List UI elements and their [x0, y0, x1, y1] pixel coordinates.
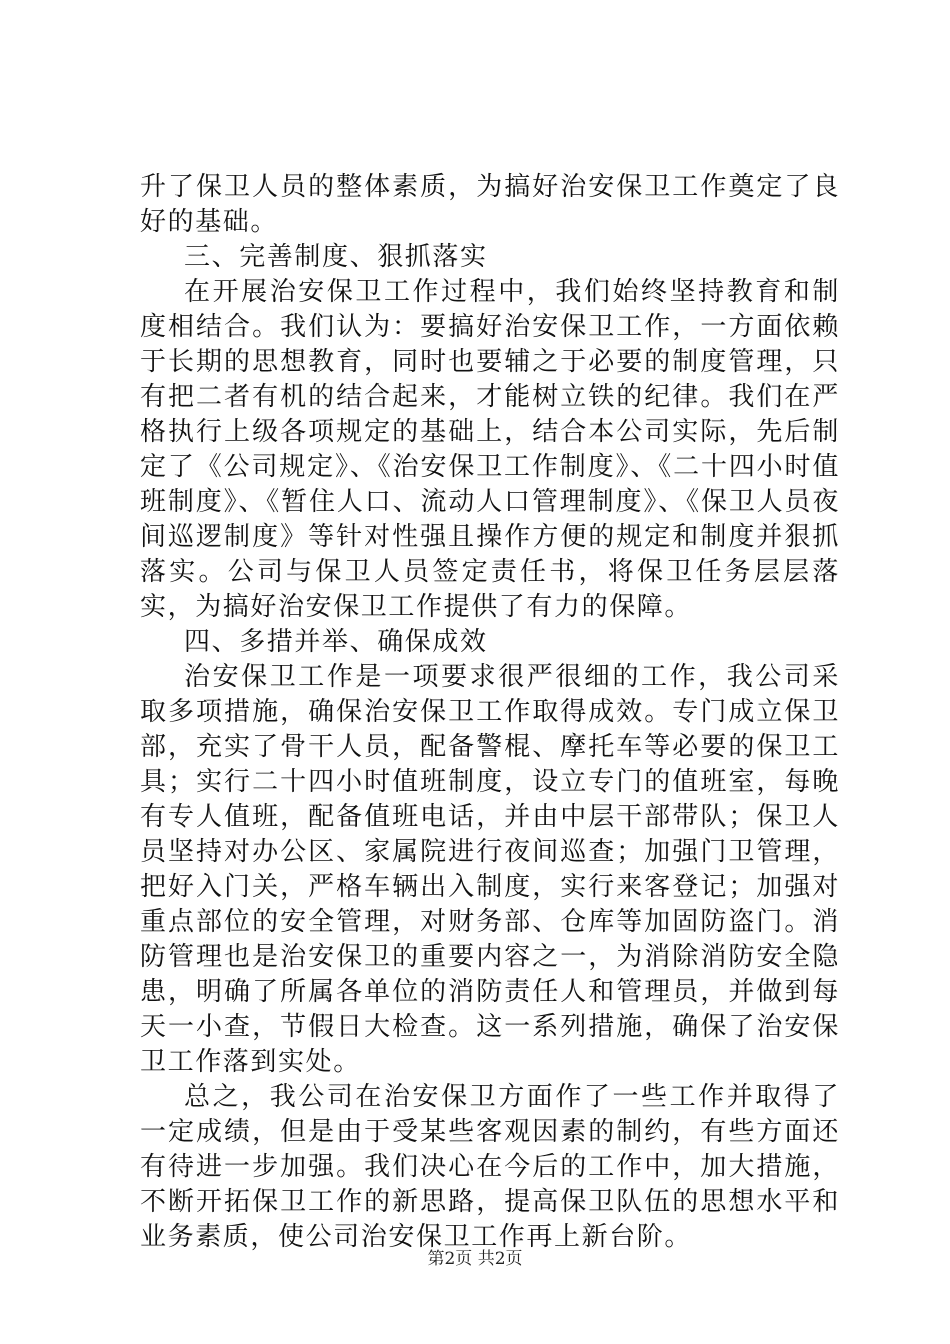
paragraph-continuation: 升了保卫人员的整体素质，为搞好治安保卫工作奠定了良好的基础。 — [140, 172, 840, 237]
paragraph-rules: 在开展治安保卫工作过程中，我们始终坚持教育和制度相结合。我们认为：要搞好治安保卫工作，一方面依赖于长期的思想教育，同时也要辅之于必要的制度管理，只有把二者有机的结合起来，才能树立铁的纪律。我们在严格执行上级各项规定的基础上，结合本公司实际，先后制定了《公司规定》、《治安保卫工作制度》、《二十四小时值班制度》、《暂住人口、流动人口管理制度》、《保卫人员夜间巡逻制度》等针对性强且操作方便的规定和制度并狠抓落实。公司与保卫人员签定责任书，将保卫任务层层落实，为搞好治安保卫工作提供了有力的保障。 — [140, 277, 840, 622]
page-number-footer: 第2页 共2页 — [427, 1249, 523, 1269]
document-body — [140, 170, 840, 1255]
section-heading-four: 四、多措并举、确保成效 — [184, 627, 488, 657]
section-heading-three: 三、完善制度、狠抓落实 — [184, 242, 488, 272]
paragraph-measures: 治安保卫工作是一项要求很严很细的工作，我公司采取多项措施，确保治安保卫工作取得成效。专门成立保卫部，充实了骨干人员，配备警棍、摩托车等必要的保卫工具；实行二十四小时值班制度，设立专门的值班室，每晚有专人值班，配备值班电话，并由中层干部带队；保卫人员坚持对办公区、家属院进行夜间巡查；加强门卫管理，把好入门关，严格车辆出入制度，实行来客登记；加强对重点部位的安全管理，对财务部、仓库等加固防盗门。消防管理也是治安保卫的重要内容之一，为消除消防安全隐患，明确了所属各单位的消防责任人和管理员，并做到每天一小查，节假日大检查。这一系列措施，确保了治安保卫工作落到实处。 — [140, 662, 840, 1077]
paragraph-conclusion: 总之，我公司在治安保卫方面作了一些工作并取得了一定成绩，但是由于受某些客观因素的制约，有些方面还有待进一步加强。我们决心在今后的工作中，加大措施，不断开拓保卫工作的新思路，提高保卫队伍的思想水平和业务素质，使公司治安保卫工作再上新台阶。 — [140, 1082, 840, 1252]
